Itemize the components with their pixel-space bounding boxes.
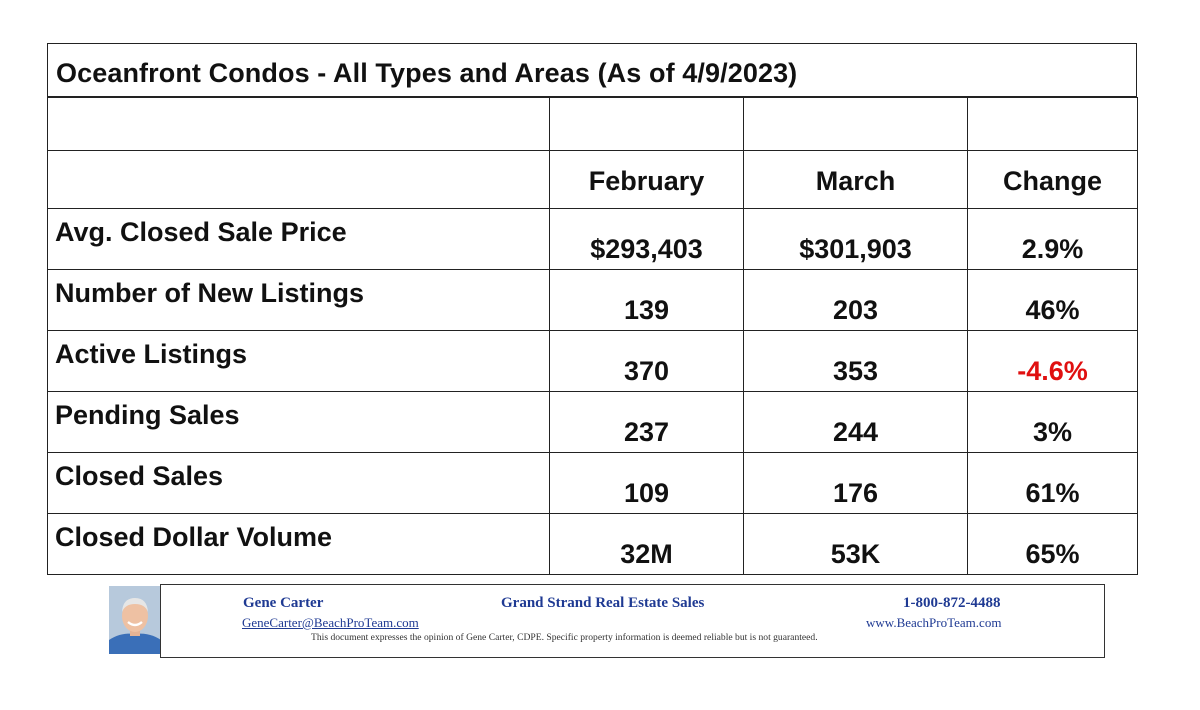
mar-value: 353 [744, 331, 968, 392]
table-title-row [47, 43, 1137, 97]
mar-value: $301,903 [744, 209, 968, 270]
feb-value: 139 [550, 270, 744, 331]
table-row [48, 514, 1138, 575]
mar-value: 53K [744, 514, 968, 575]
feb-value: 32M [550, 514, 744, 575]
table-row [48, 392, 1138, 453]
change-value-negative: -4.6% [968, 331, 1138, 392]
company-name: Grand Strand Real Estate Sales [501, 595, 705, 611]
email-link[interactable]: GeneCarter@BeachProTeam.com [242, 615, 419, 630]
row-label: Closed Sales [48, 453, 550, 514]
agent-footer [160, 584, 1105, 658]
mar-value: 203 [744, 270, 968, 331]
change-value: 46% [968, 270, 1138, 331]
table-row [48, 270, 1138, 331]
feb-value: 237 [550, 392, 744, 453]
header-february: February [550, 151, 744, 209]
feb-value: 370 [550, 331, 744, 392]
stats-sheet [47, 43, 1139, 569]
row-label: Closed Dollar Volume [48, 514, 550, 575]
agent-photo-avatar [109, 586, 161, 654]
table-row [48, 209, 1138, 270]
change-value: 2.9% [968, 209, 1138, 270]
blank-row [48, 98, 1138, 151]
agent-name: Gene Carter [243, 595, 324, 611]
table-title: Oceanfront Condos - All Types and Areas (As of 4/9/2023) [56, 58, 798, 88]
feb-value: 109 [550, 453, 744, 514]
row-label: Active Listings [48, 331, 550, 392]
header-change: Change [968, 151, 1138, 209]
change-value: 61% [968, 453, 1138, 514]
change-value: 3% [968, 392, 1138, 453]
header-row [48, 151, 1138, 209]
change-value: 65% [968, 514, 1138, 575]
mar-value: 176 [744, 453, 968, 514]
mar-value: 244 [744, 392, 968, 453]
phone-number: 1-800-872-4488 [903, 595, 1001, 611]
table-row [48, 453, 1138, 514]
feb-value: $293,403 [550, 209, 744, 270]
row-label: Number of New Listings [48, 270, 550, 331]
website-link[interactable]: www.BeachProTeam.com [866, 615, 1002, 630]
header-cell-empty [48, 151, 550, 209]
stats-table [47, 97, 1138, 575]
row-label: Pending Sales [48, 392, 550, 453]
header-march: March [744, 151, 968, 209]
table-row [48, 331, 1138, 392]
agent-portrait-icon [109, 586, 161, 654]
disclaimer-text: This document expresses the opinion of Gene Carter, CDPE. Specific property information is deemed reliable but is not guaranteed. [311, 632, 818, 643]
row-label: Avg. Closed Sale Price [48, 209, 550, 270]
